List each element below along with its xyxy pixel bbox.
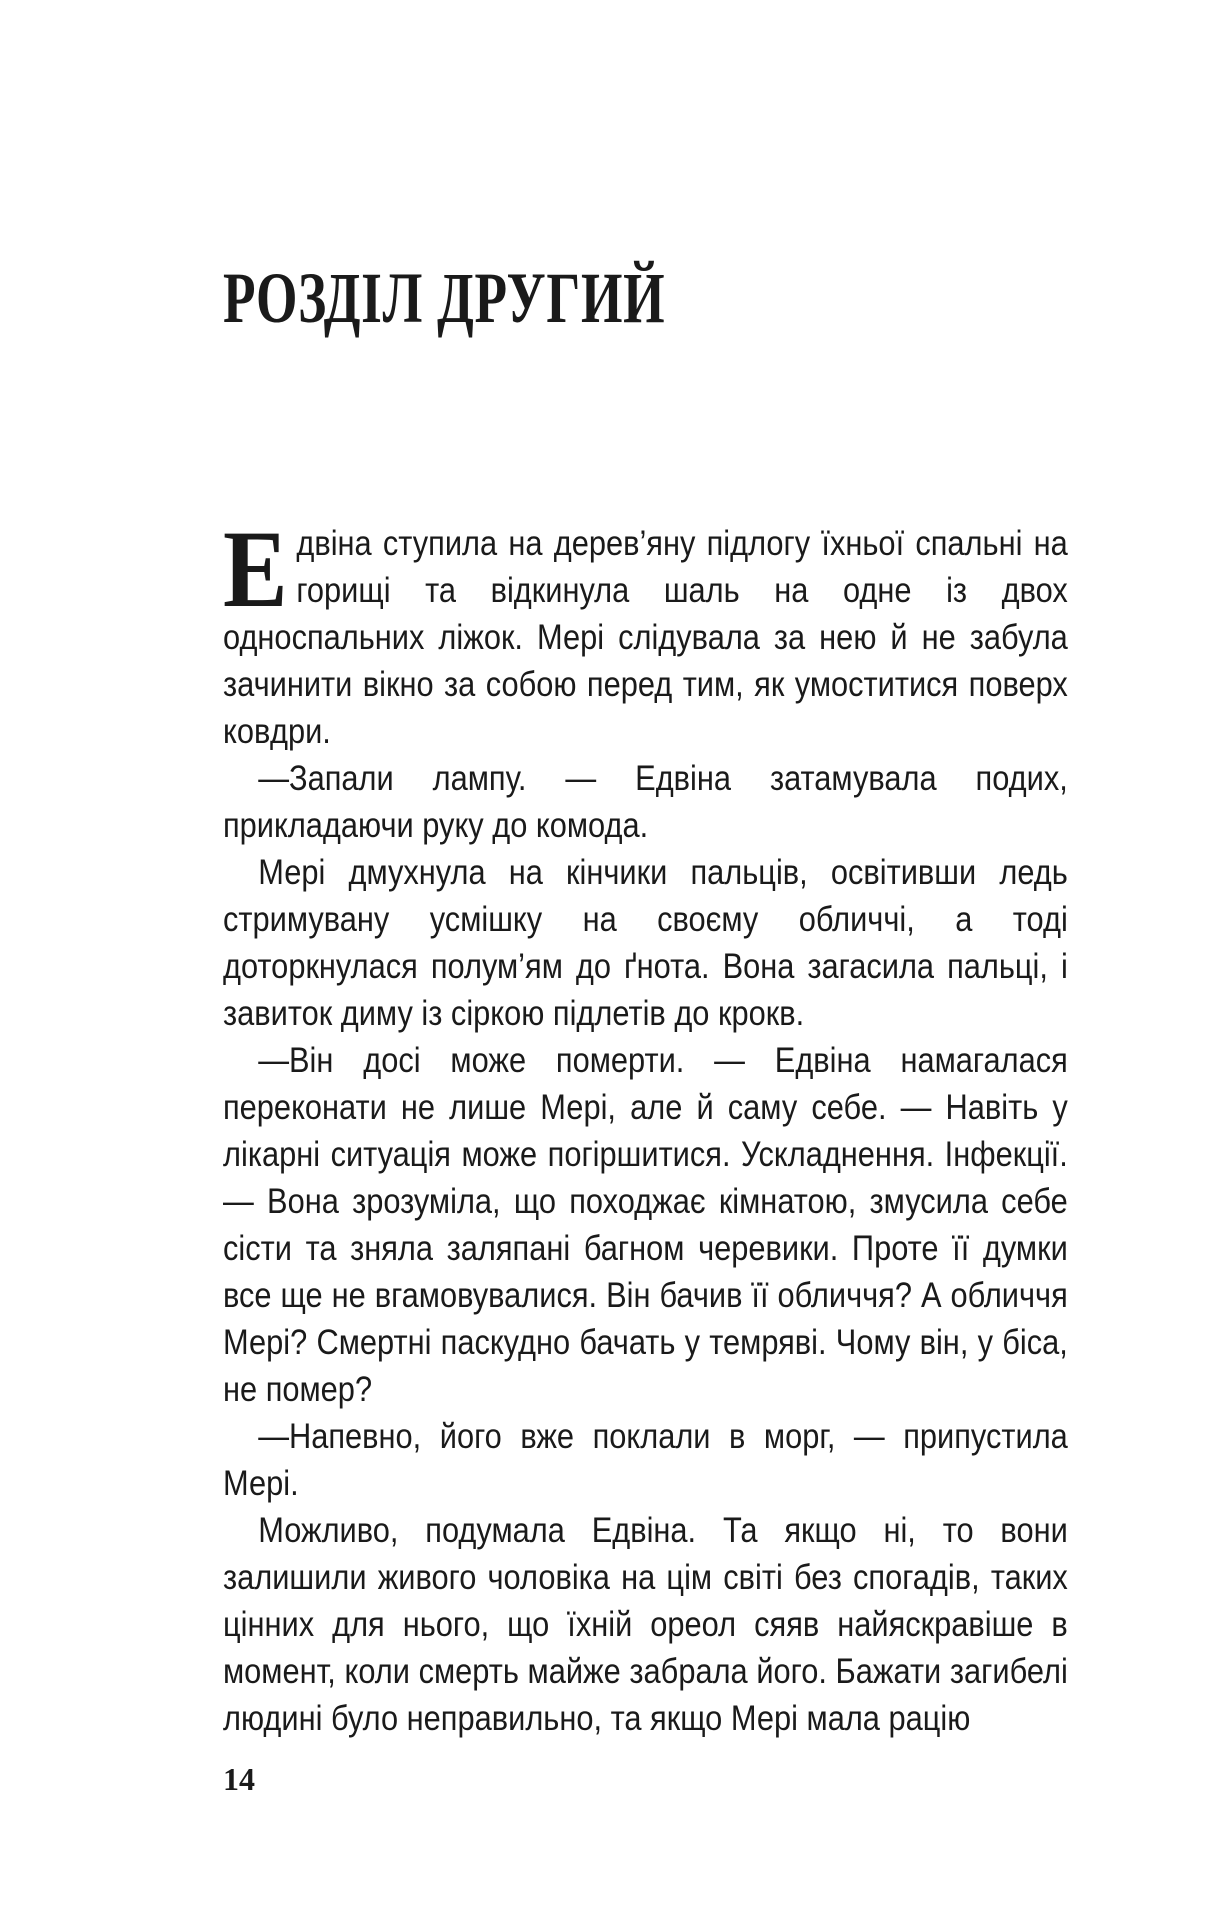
paragraph-5: —Напевно, його вже поклали в морг, — припустила Мері. [223, 1417, 1068, 1503]
paragraph-1 [223, 508, 1068, 755]
page-number: 14 [223, 1761, 255, 1797]
paragraph-4: —Він досі може померти. — Едвіна намагалася переконати не лише Мері, але й саму себе. — Навіть у лікарні ситуація може погіршитися. Ускладнення. Інфекції. — Вона зрозуміла, що походжає кімнатою, змусила себе сісти та зняла заляпані багном черевики. Проте її думки все ще не вгамовувалися. Він бачив її обличчя? А обличчя Мері? Смертні паскудно бачать у темряві. Чому він, у біса, не помер? [223, 1041, 1068, 1409]
body-text [223, 508, 1068, 1742]
paragraph-3: Мері дмухнула на кінчики пальців, освітивши ледь стримувану усмішку на своєму обличчі, а тоді доторкнулася полум’ям до ґнота. Вона загасила пальці, і завиток диму із сіркою підлетів до крокв. [223, 853, 1068, 1033]
paragraph-6: Можливо, подумала Едвіна. Та якщо ні, то вони залишили живого чоловіка на цім світі без спогадів, таких цінних для нього, що їхній ореол сяяв найяскравіше в момент, коли смерть майже забрала його. Бажати загибелі людині було неправильно, та якщо Мері мала рацію [223, 1511, 1068, 1738]
paragraph-2: —Запали лампу. — Едвіна затамувала подих, прикладаючи руку до комода. [223, 759, 1068, 845]
paragraph-1-text: двіна ступила на дерев’яну підлогу їхньої спальні на горищі та відкинула шаль на одне із двох односпальних ліжок. Мері слідувала за нею й не забула зачинити вікно за собою перед тим, як умоститися поверх ковдри. [223, 524, 1068, 751]
chapter-title: РОЗДІЛ ДРУГИЙ [223, 258, 666, 338]
drop-cap: Е [223, 508, 288, 630]
